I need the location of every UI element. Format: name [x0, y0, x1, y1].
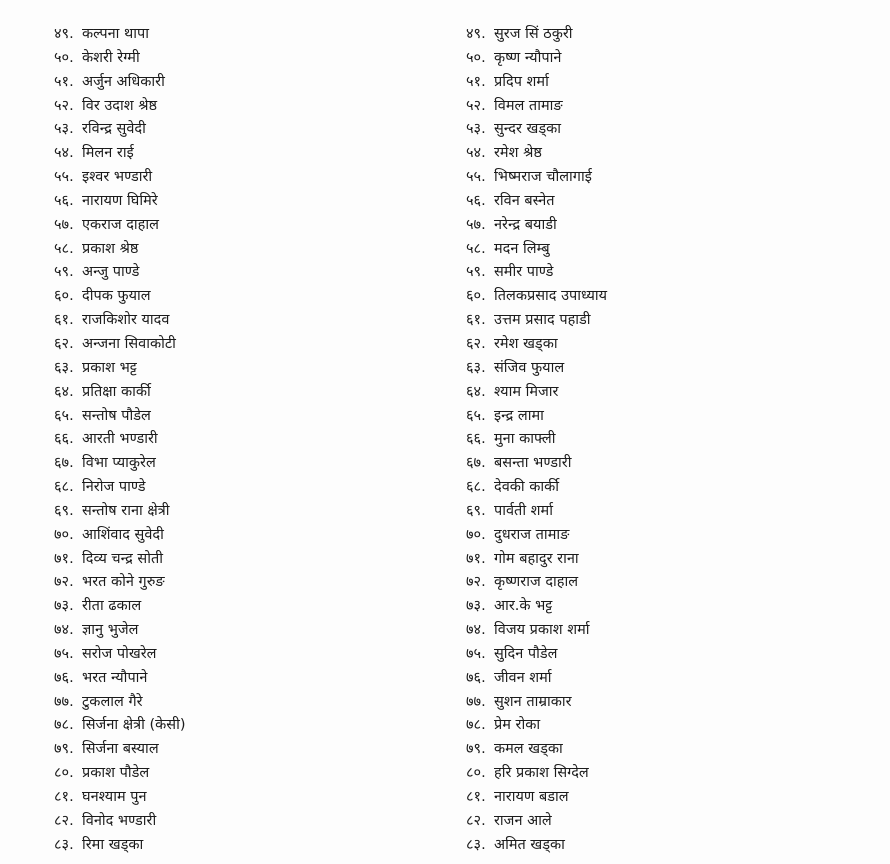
- entry-name: विभा प्याकुरेल: [82, 455, 156, 472]
- list-item: [54, 834, 454, 858]
- entry-number: ७३.: [466, 598, 486, 615]
- list-item: [54, 810, 454, 834]
- entry-name: पार्वती शर्मा: [494, 502, 553, 519]
- list-item: [54, 381, 454, 405]
- list-item: [54, 214, 454, 238]
- entry-number: ६६.: [54, 431, 74, 448]
- entry-name: नारायण बडाल: [494, 789, 569, 805]
- list-item: [466, 214, 866, 238]
- entry-number: ५८.: [54, 240, 74, 257]
- entry-name: विनोद भण्डारी: [82, 812, 157, 829]
- entry-number: ६७.: [54, 455, 74, 472]
- list-item: [54, 500, 454, 524]
- entry-name: नरेन्द्र बयाडी: [494, 216, 557, 233]
- list-item: [54, 47, 454, 71]
- entry-number: ६३.: [54, 359, 74, 376]
- entry-name: कमल खड्का: [494, 741, 563, 758]
- entry-name: गोम बहादुर राना: [494, 550, 579, 567]
- entry-name: आरती भण्डारी: [82, 431, 158, 448]
- list-item: [466, 405, 866, 429]
- entry-number: ५२.: [466, 97, 486, 114]
- list-item: [54, 476, 454, 500]
- entry-name: रमेश खड्का: [494, 335, 558, 352]
- list-item: [466, 762, 866, 786]
- list-item: [466, 47, 866, 71]
- entry-name: एकराज दाहाल: [82, 216, 159, 233]
- entry-name: श्याम मिजार: [494, 383, 559, 400]
- entry-number: ७२.: [54, 574, 74, 591]
- entry-name: प्रकाश भट्ट: [82, 359, 137, 376]
- entry-name: कृष्णराज दाहाल: [494, 574, 579, 591]
- list-item: [466, 357, 866, 381]
- entry-number: ८३.: [466, 836, 486, 853]
- entry-name: ज्ञानु भुजेल: [82, 622, 139, 639]
- entry-number: ८२.: [466, 812, 486, 829]
- entry-name: दुधराज तामाङ: [494, 526, 570, 543]
- entry-name: हरि प्रकाश सिग्देल: [494, 765, 589, 782]
- entry-number: ६८.: [466, 479, 486, 496]
- entry-name: सरोज पोखरेल: [82, 645, 157, 662]
- list-item: [54, 786, 454, 810]
- entry-number: ६४.: [466, 383, 486, 400]
- entry-name: नारायण घिमिरे: [82, 192, 158, 209]
- entry-name: सिर्जना बस्याल: [82, 741, 159, 758]
- entry-name: रविन्द्र सुवेदी: [82, 121, 146, 138]
- entry-name: प्रतिक्षा कार्की: [82, 383, 151, 400]
- entry-number: ५७.: [466, 216, 486, 233]
- list-item: [466, 428, 866, 452]
- entry-number: ५०.: [54, 49, 74, 66]
- entry-name: भरत न्यौपाने: [82, 669, 148, 686]
- list-item: [466, 691, 866, 715]
- list-item: [466, 834, 866, 858]
- entry-name: प्रकाश श्रेष्ठ: [82, 240, 139, 257]
- list-item: [466, 309, 866, 333]
- entry-number: ८०.: [466, 765, 486, 782]
- list-item: [466, 524, 866, 548]
- list-item: [466, 476, 866, 500]
- entry-number: ८१.: [54, 789, 74, 805]
- entry-number: ५६.: [466, 192, 486, 209]
- entry-number: ७०.: [466, 526, 486, 543]
- entry-name: अर्जुन अधिकारी: [82, 73, 165, 90]
- list-item: [466, 500, 866, 524]
- list-item: [466, 548, 866, 572]
- entry-number: ७१.: [54, 550, 74, 567]
- entry-number: ६५.: [54, 407, 74, 424]
- entry-number: ७४.: [466, 622, 486, 639]
- list-item: [54, 691, 454, 715]
- list-item: [54, 524, 454, 548]
- entry-name: कल्पना थापा: [82, 26, 150, 42]
- entry-name: प्रदिप शर्मा: [494, 73, 549, 90]
- entry-number: ५३.: [466, 121, 486, 138]
- list-item: [54, 23, 454, 47]
- entry-name: सन्तोष राना क्षेत्री: [82, 502, 170, 519]
- entry-number: ६०.: [54, 288, 74, 305]
- entry-name: अमित खड्का: [494, 836, 565, 853]
- entry-number: ६६.: [466, 431, 486, 448]
- entry-name: सिर्जना क्षेत्री (केसी): [82, 717, 186, 734]
- entry-number: ५८.: [466, 240, 486, 257]
- entry-name: दिव्य चन्द्र सोती: [82, 550, 164, 567]
- entry-number: ६०.: [466, 288, 486, 305]
- entry-number: ७७.: [466, 693, 486, 710]
- entry-number: ५०.: [466, 49, 486, 66]
- entry-number: ४९.: [54, 26, 74, 42]
- entry-name: घनश्याम पुन: [82, 789, 147, 805]
- entry-number: ६२.: [54, 335, 74, 352]
- entry-name: उत्तम प्रसाद पहाडी: [494, 312, 591, 329]
- entry-name: तिलकप्रसाद उपाध्याय: [494, 288, 608, 305]
- list-item: [466, 118, 866, 142]
- list-item: [54, 285, 454, 309]
- list-item: [466, 381, 866, 405]
- list-item: [54, 333, 454, 357]
- entry-name: विजय प्रकाश शर्मा: [494, 622, 590, 639]
- entry-name: आशिंवाद सुवेदी: [82, 526, 164, 543]
- list-item: [54, 667, 454, 691]
- list-item: [54, 738, 454, 762]
- list-item: [54, 595, 454, 619]
- entry-name: रमेश श्रेष्ठ: [494, 145, 542, 162]
- list-item: [466, 643, 866, 667]
- entry-number: ५२.: [54, 97, 74, 114]
- entry-name: भिष्मराज चौलागाई: [494, 169, 592, 186]
- list-item: [466, 452, 866, 476]
- list-item: [466, 810, 866, 834]
- entry-name: सन्तोष पौडेल: [82, 407, 151, 424]
- list-item: [54, 762, 454, 786]
- entry-name: बसन्ता भण्डारी: [494, 455, 572, 472]
- entry-number: ८१.: [466, 789, 486, 805]
- entry-number: ७०.: [54, 526, 74, 543]
- entry-number: ५९.: [54, 264, 74, 281]
- entry-number: ५३.: [54, 121, 74, 138]
- entry-name: अन्जना सिवाकोटी: [82, 335, 176, 352]
- entry-name: देवकी कार्की: [494, 479, 560, 496]
- list-item: [54, 166, 454, 190]
- entry-name: इन्द्र लामा: [494, 407, 544, 424]
- entry-number: ६१.: [54, 312, 74, 329]
- entry-name: प्रकाश पौडेल: [82, 765, 150, 782]
- entry-number: ६८.: [54, 479, 74, 496]
- entry-name: राजन आले: [494, 812, 552, 829]
- entry-name: रीता ढकाल: [82, 598, 142, 615]
- entry-name: समीर पाण्डे: [494, 264, 554, 281]
- entry-name: विमल तामाङ: [494, 97, 563, 114]
- list-item: [54, 95, 454, 119]
- entry-name: सुदिन पौडेल: [494, 645, 558, 662]
- entry-number: ५४.: [54, 145, 74, 162]
- entry-number: ८०.: [54, 765, 74, 782]
- entry-name: विर उदाश श्रेष्ठ: [82, 97, 158, 114]
- entry-number: ७८.: [466, 717, 486, 734]
- list-item: [466, 142, 866, 166]
- entry-name: भरत कोने गुरुङ: [82, 574, 165, 591]
- entry-number: ५७.: [54, 216, 74, 233]
- list-item: [54, 428, 454, 452]
- list-item: [466, 786, 866, 810]
- entry-number: ८३.: [54, 836, 74, 853]
- entry-number: ६१.: [466, 312, 486, 329]
- list-item: [466, 71, 866, 95]
- entry-number: ७२.: [466, 574, 486, 591]
- entry-number: ७४.: [54, 622, 74, 639]
- list-item: [466, 714, 866, 738]
- name-list-left-column: [54, 23, 454, 858]
- entry-number: ५९.: [466, 264, 486, 281]
- list-item: [54, 357, 454, 381]
- list-item: [466, 667, 866, 691]
- entry-name: रिमा खड्का: [82, 836, 144, 853]
- list-item: [466, 595, 866, 619]
- list-item: [466, 738, 866, 762]
- entry-number: ७३.: [54, 598, 74, 615]
- entry-number: ७५.: [54, 645, 74, 662]
- entry-number: ७७.: [54, 693, 74, 710]
- entry-name: रविन बस्नेत: [494, 192, 555, 209]
- list-item: [466, 619, 866, 643]
- entry-number: ७६.: [54, 669, 74, 686]
- list-item: [466, 23, 866, 47]
- entry-number: ५५.: [54, 169, 74, 186]
- entry-name: सुन्दर खड्का: [494, 121, 562, 138]
- list-item: [466, 261, 866, 285]
- entry-name: मुना काफ्ली: [494, 431, 556, 448]
- entry-number: ७६.: [466, 669, 486, 686]
- list-item: [54, 619, 454, 643]
- list-item: [54, 309, 454, 333]
- list-item: [466, 238, 866, 262]
- entry-name: राजकिशोर यादव: [82, 312, 170, 329]
- list-item: [466, 95, 866, 119]
- list-item: [54, 452, 454, 476]
- entry-number: ४९.: [466, 26, 486, 42]
- list-item: [466, 333, 866, 357]
- entry-number: ७८.: [54, 717, 74, 734]
- list-item: [54, 238, 454, 262]
- entry-name: दीपक फुयाल: [82, 288, 151, 305]
- entry-number: ८२.: [54, 812, 74, 829]
- entry-number: ७१.: [466, 550, 486, 567]
- list-item: [54, 714, 454, 738]
- list-item: [466, 190, 866, 214]
- entry-name: सुरज सिं ठकुरी: [494, 26, 573, 42]
- entry-number: ५४.: [466, 145, 486, 162]
- entry-number: ६५.: [466, 407, 486, 424]
- list-item: [54, 571, 454, 595]
- entry-number: ७५.: [466, 645, 486, 662]
- entry-name: जीवन शर्मा: [494, 669, 552, 686]
- entry-name: टुकलाल गैरे: [82, 693, 143, 710]
- list-item: [54, 142, 454, 166]
- entry-name: आर.के भट्ट: [494, 598, 553, 615]
- list-item: [54, 261, 454, 285]
- entry-number: ५५.: [466, 169, 486, 186]
- name-list-right-column: [466, 23, 866, 858]
- entry-name: मिलन राई: [82, 145, 134, 162]
- entry-name: सुशन ताम्राकार: [494, 693, 572, 710]
- entry-number: ६९.: [54, 502, 74, 519]
- list-item: [466, 285, 866, 309]
- list-item: [466, 571, 866, 595]
- entry-name: मदन लिम्बु: [494, 240, 550, 257]
- entry-name: केशरी रेग्मी: [82, 49, 140, 66]
- entry-number: ६७.: [466, 455, 486, 472]
- list-item: [54, 548, 454, 572]
- entry-name: संजिव फुयाल: [494, 359, 565, 376]
- entry-number: ६३.: [466, 359, 486, 376]
- list-item: [54, 643, 454, 667]
- list-item: [54, 118, 454, 142]
- entry-number: ६४.: [54, 383, 74, 400]
- entry-number: ६२.: [466, 335, 486, 352]
- list-item: [54, 405, 454, 429]
- entry-number: ५१.: [54, 73, 74, 90]
- entry-number: ५६.: [54, 192, 74, 209]
- entry-name: निरोज पाण्डे: [82, 479, 146, 496]
- entry-number: ७९.: [466, 741, 486, 758]
- entry-name: प्रेम रोका: [494, 717, 541, 734]
- entry-name: इश्वर भण्डारी: [82, 169, 153, 186]
- entry-number: ६९.: [466, 502, 486, 519]
- entry-number: ७९.: [54, 741, 74, 758]
- list-item: [54, 71, 454, 95]
- entry-number: ५१.: [466, 73, 486, 90]
- list-item: [466, 166, 866, 190]
- list-item: [54, 190, 454, 214]
- entry-name: कृष्ण न्यौपाने: [494, 49, 562, 66]
- entry-name: अन्जु पाण्डे: [82, 264, 140, 281]
